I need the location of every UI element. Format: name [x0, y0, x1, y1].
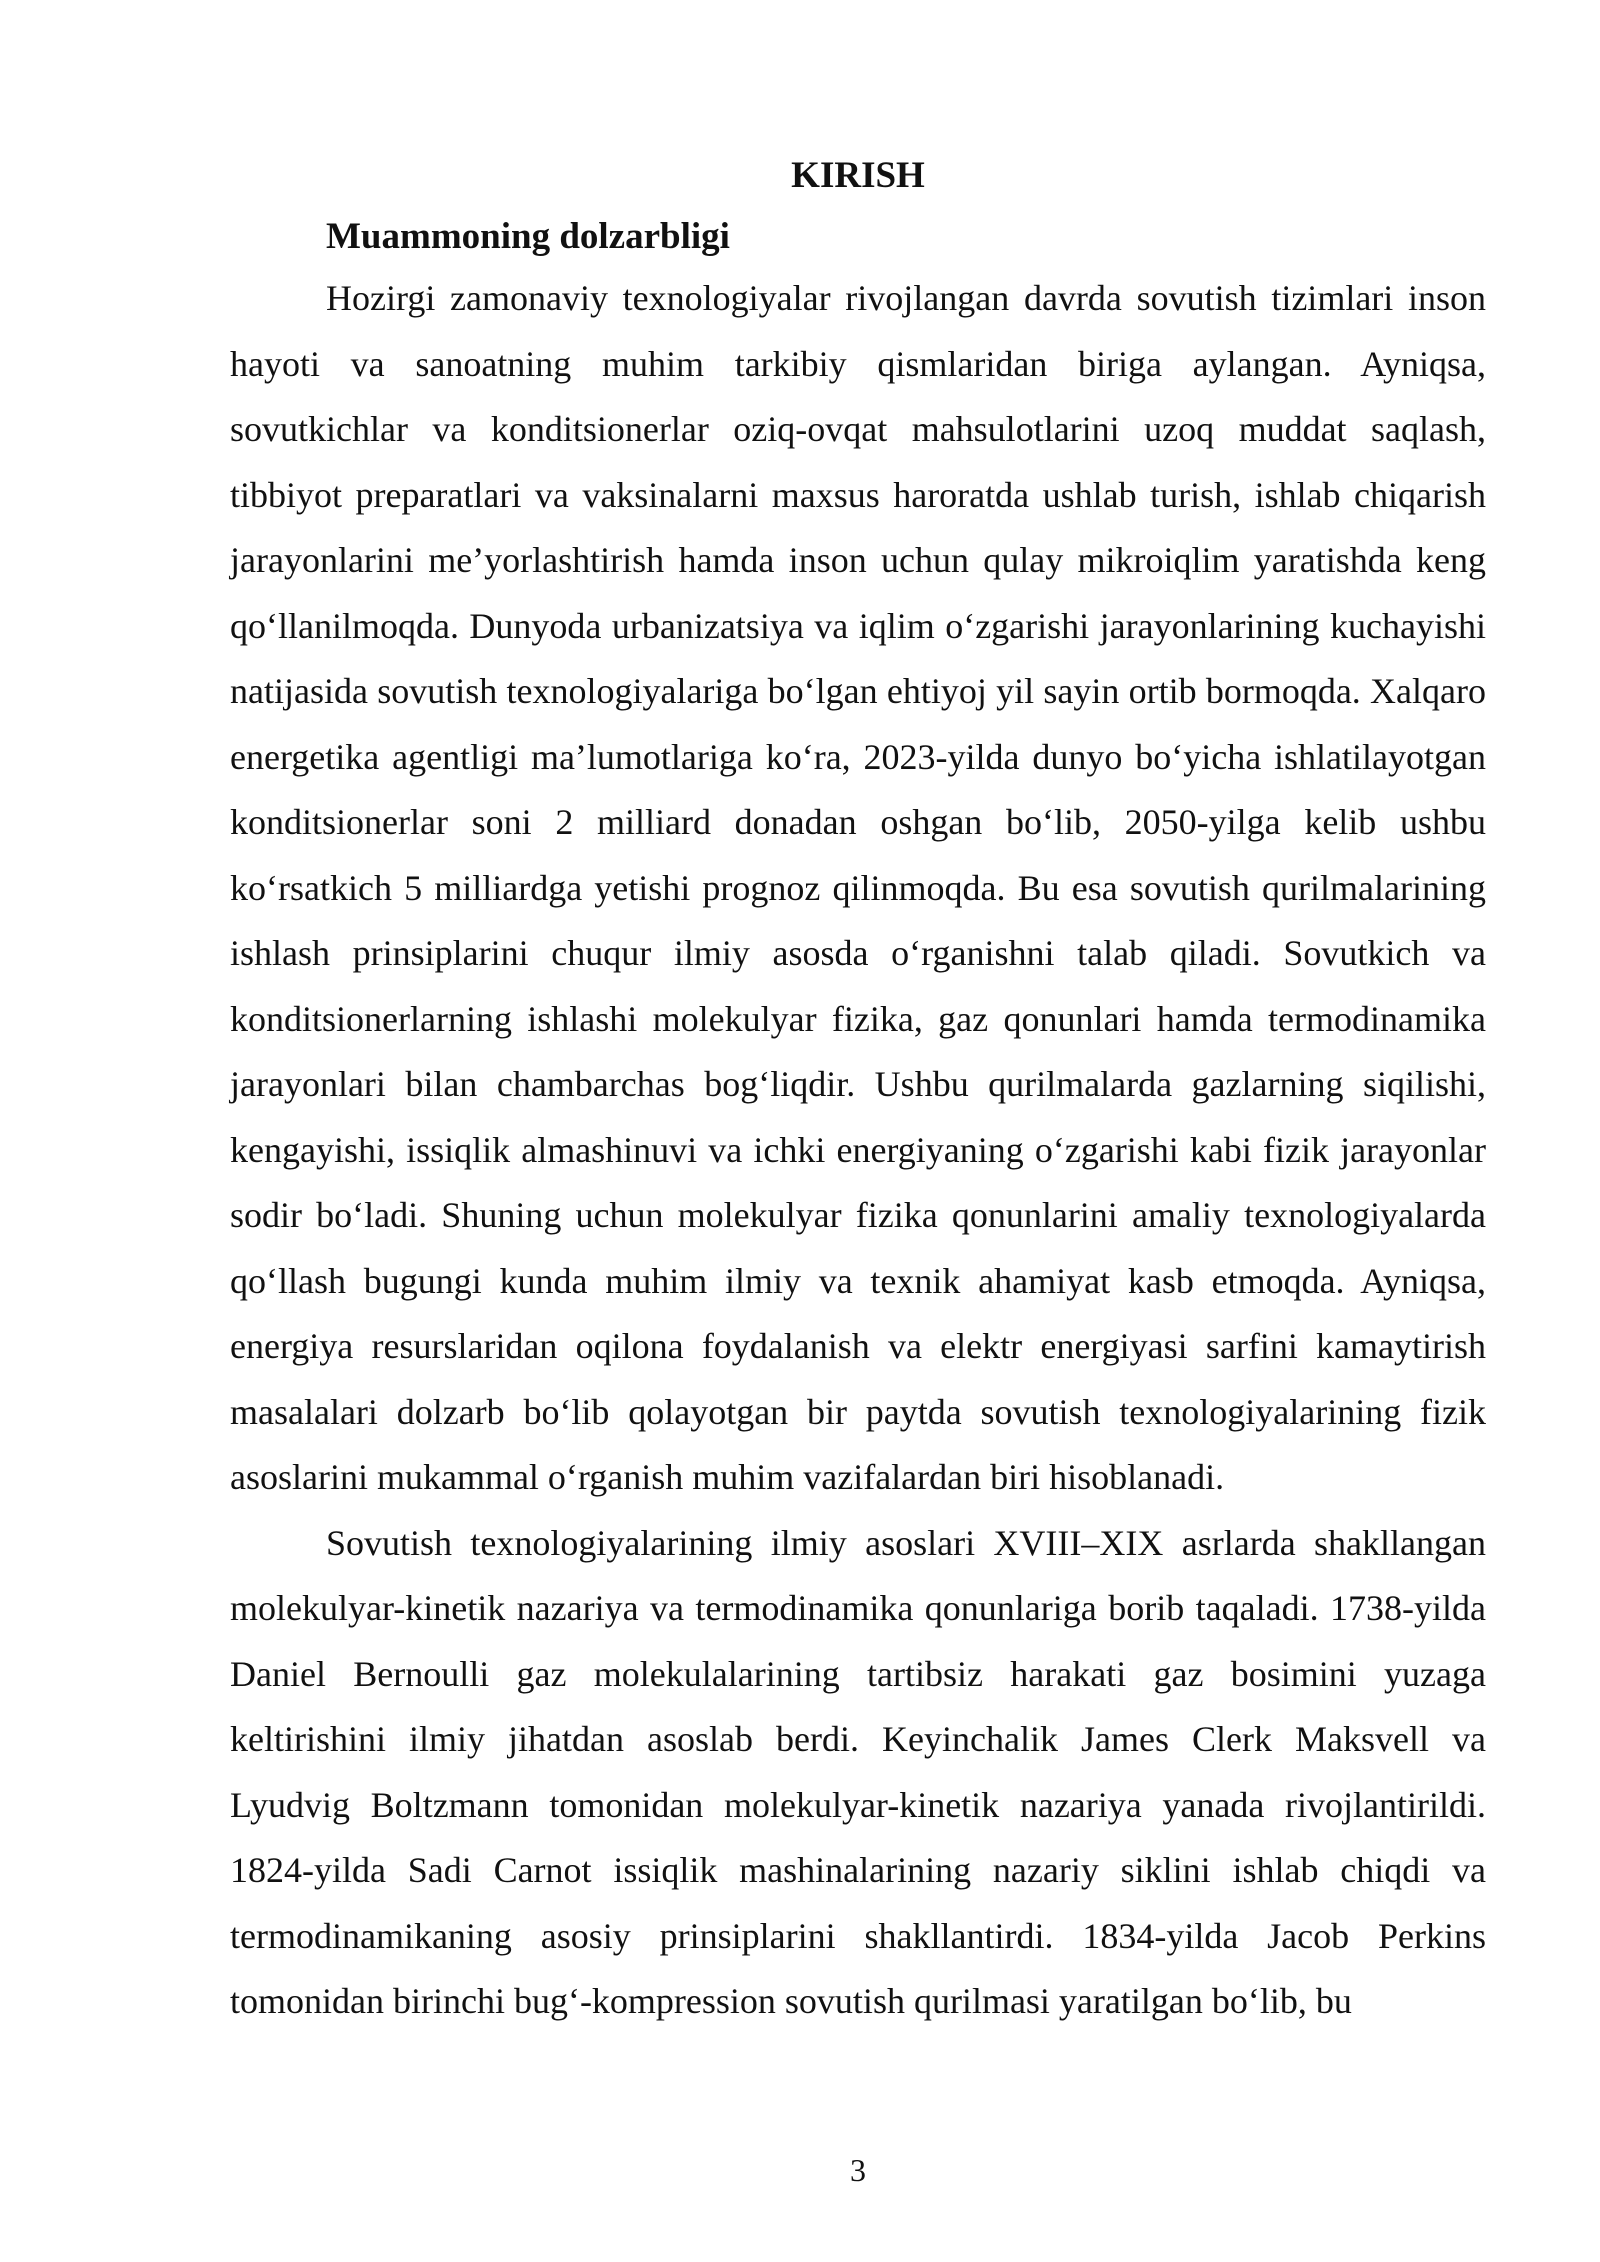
body-paragraph-1: Hozirgi zamonaviy texnologiyalar rivojlangan davrda sovutish tizimlari inson hayoti va sanoatning muhim tarkibiy qismlaridan biriga aylangan. Ayniqsa, sovutkichlar va konditsionerlar oziq-ovqat mahsulotlarini uzoq muddat saqlash, tibbiyot preparatlari va vaksinalarni maxsus haroratda ushlab turish, ishlab chiqarish jarayonlarini me’yorlashtirish hamda inson uchun qulay mikroiqlim yaratishda keng qo‘llanilmoqda. Dunyoda urbanizatsiya va iqlim o‘zgarishi jarayonlarining kuchayishi natijasida sovutish texnologiyalariga bo‘lgan ehtiyoj yil sayin ortib bormoqda. Xalqaro energetika agentligi ma’lumotlariga ko‘ra, 2023-yilda dunyo bo‘yicha ishlatilayotgan konditsionerlar soni 2 milliard donadan oshgan bo‘lib, 2050-yilga kelib ushbu ko‘rsatkich 5 milliardga yetishi prognoz qilinmoqda. Bu esa sovutish qurilmalarining ishlash prinsiplarini chuqur ilmiy asosda o‘rganishni talab qiladi. Sovutkich va konditsionerlarning ishlashi molekulyar fizika, gaz qonunlari hamda termodinamika jarayonlari bilan chambarchas bog‘liqdir. Ushbu qurilmalarda gazlarning siqilishi, kengayishi, issiqlik almashinuvi va ichki energiyaning o‘zgarishi kabi fizik jarayonlar sodir bo‘ladi. Shuning uchun molekulyar fizika qonunlarini amaliy texnologiyalarda qo‘llash bugungi kunda muhim ilmiy va texnik ahamiyat kasb etmoqda. Ayniqsa, energiya resurslaridan oqilona foydalanish va elektr energiyasi sarfini kamaytirish masalalari dolzarb bo‘lib qolayotgan bir paytda sovutish texnologiyalarining fizik asoslarini mukammal o‘rganish muhim vazifalardan biri hisoblanadi. [230, 278, 1486, 1497]
body-paragraph-2: Sovutish texnologiyalarining ilmiy asoslari XVIII–XIX asrlarda shakllangan molekulyar-kinetik nazariya va termodinamika qonunlariga borib taqaladi. 1738-yilda Daniel Bernoulli gaz molekulalarining tartibsiz harakati gaz bosimini yuzaga keltirishini ilmiy jihatdan asoslab berdi. Keyinchalik James Clerk Maksvell va Lyudvig Boltzmann tomonidan molekulyar-kinetik nazariya yanada rivojlantirildi. 1824-yilda Sadi Carnot issiqlik mashinalarining nazariy siklini ishlab chiqdi va termodinamikaning asosiy prinsiplarini shakllantirdi. 1834-yilda Jacob Perkins tomonidan birinchi bug‘-kompression sovutish qurilmasi yaratilgan bo‘lib, bu [230, 1522, 1486, 2021]
section-heading: Muammoning dolzarbligi [326, 216, 730, 257]
document-title: KIRISH [791, 155, 925, 196]
page-number: 3 [850, 2152, 866, 2188]
page-content [230, 148, 1486, 2035]
